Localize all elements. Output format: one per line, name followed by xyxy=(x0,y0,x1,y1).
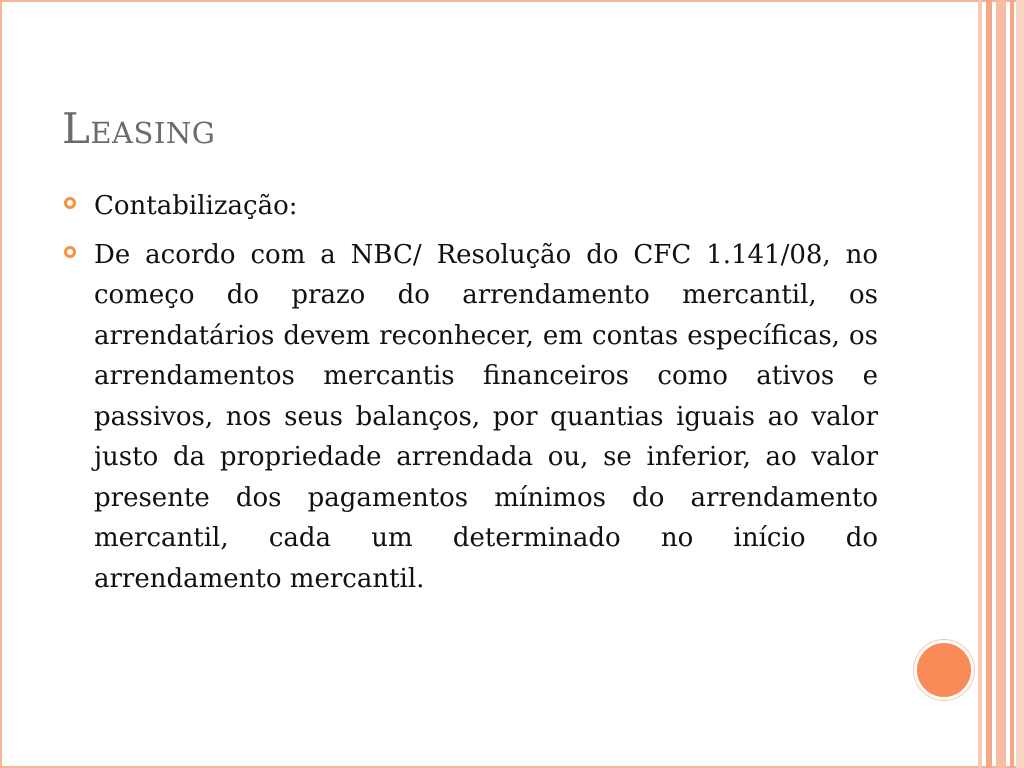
bullet-text: De acordo com a NBC/ Resolução do CFC 1.141/08, no começo do prazo do arrendamento mercantil, os arrendatários devem reconhecer, em contas específicas, os arrendamentos mercantis financeiros como ativos e passivos, nos seus balanços, por quantias iguais ao valor justo da propriedade arrendada ou, se inferior, ao valor presente dos pagamentos mínimos do arrendamento mercantil, cada um determinado no início do arrendamento mercantil. xyxy=(94,239,878,594)
decorative-stripe xyxy=(978,0,982,768)
bullet-item xyxy=(62,235,878,600)
ring-bullet-icon xyxy=(64,197,76,209)
slide-title: Leasing xyxy=(62,104,216,153)
bullet-text: Contabilização: xyxy=(94,191,298,221)
bullet-item xyxy=(62,186,878,227)
decorative-stripe xyxy=(986,0,992,768)
decorative-stripe xyxy=(1016,0,1024,768)
ring-bullet-icon xyxy=(64,246,76,258)
slide-content xyxy=(62,186,878,607)
decorative-stripe xyxy=(996,0,1006,768)
decorative-stripe xyxy=(1010,0,1014,768)
decorative-circle xyxy=(914,640,974,700)
